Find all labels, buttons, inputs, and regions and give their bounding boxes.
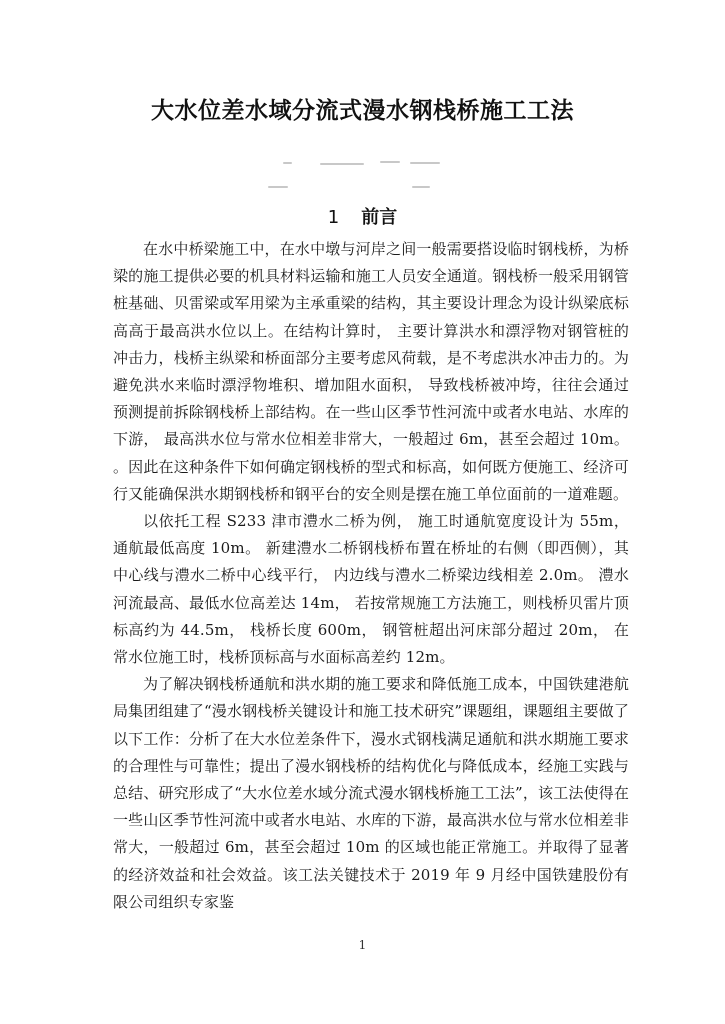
scan-smudge: [283, 162, 292, 164]
scan-smudge: [410, 162, 440, 164]
section-number: 1: [327, 207, 340, 228]
scan-smudge: [412, 186, 430, 188]
paragraph: 为了解决钢栈桥通航和洪水期的施工要求和降低施工成本，中国铁建港航局集团组建了“漫水钢栈桥关键设计和施工技术研究”课题组，课题组主要做了以下工作：分析了在大水位差条件下，漫水式钢栈满足通航和洪水期施工要求的合理性与可靠性；提出了漫水钢栈桥的结构优化与降低成本，经施工实践与总结、研究形成了“大水位差水域分流式漫水钢栈桥施工工法”，该工法使得在一些山区季节性河流中或者水电站、水库的下游，最高洪水位与常水位相差非常大，一般超过 6m，甚至会超过 10m 的区域也能正常施工。并取得了显著的经济效益和社会效益。该工法关键技术于 2019 年 9 月经中国铁建股份有限公司组织专家鉴: [113, 675, 629, 911]
page-number: 1: [358, 938, 367, 952]
section-title: 前言: [361, 207, 398, 228]
paragraph: 在水中桥梁施工中，在水中墩与河岸之间一般需要搭设临时钢栈桥，为桥梁的施工提供必要的机具材料运输和施工人员安全通道。钢栈桥一般采用钢管桩基础、贝雷梁或军用梁为主承重梁的结构，其主要设计理念为设计纵梁底标高高于最高洪水位以上。在结构计算时， 主要计算洪水和漂浮物对钢管桩的冲击力，栈桥主纵梁和桥面部分主要考虑风荷载，是不考虑洪水冲击力的。为避免洪水来临时漂浮物堆积、增加阻水面积， 导致栈桥被冲垮，往往会通过预测提前拆除钢栈桥上部结构。在一些山区季节性河流中或者水电站、水库的下游， 最高洪水位与常水位相差非常大，一般超过 6m，甚至会超过 10m。 。因此在这种条件下如何确定钢栈桥的型式和标高，如何既方便施工、经济可行又能确保洪水期钢栈桥和钢平台的安全则是摆在施工单位面前的一道难题。: [113, 240, 629, 503]
section-heading: [0, 203, 725, 229]
paragraph: 以依托工程 S233 津市澧水二桥为例， 施工时通航宽度设计为 55m， 通航最低高度 10m。 新建澧水二桥钢栈桥布置在桥址的右侧（即西侧），其中心线与澧水二桥中心线平行， 内边线与澧水二桥梁边线相差 2.0m。 澧水河流最高、最低水位高差达 14m， 若按常规施工方法施工，则栈桥贝雷片顶标高约为 44.5m， 栈桥长度 600m， 钢管桩超出河床部分超过 20m， 在常水位施工时，栈桥顶标高与水面标高差约 12m。: [113, 512, 629, 667]
scan-smudge: [320, 163, 364, 165]
scan-smudge: [380, 161, 400, 163]
scan-smudge: [268, 186, 288, 188]
body-text: [113, 236, 629, 916]
document-title: 大水位差水域分流式漫水钢栈桥施工工法: [151, 98, 574, 124]
